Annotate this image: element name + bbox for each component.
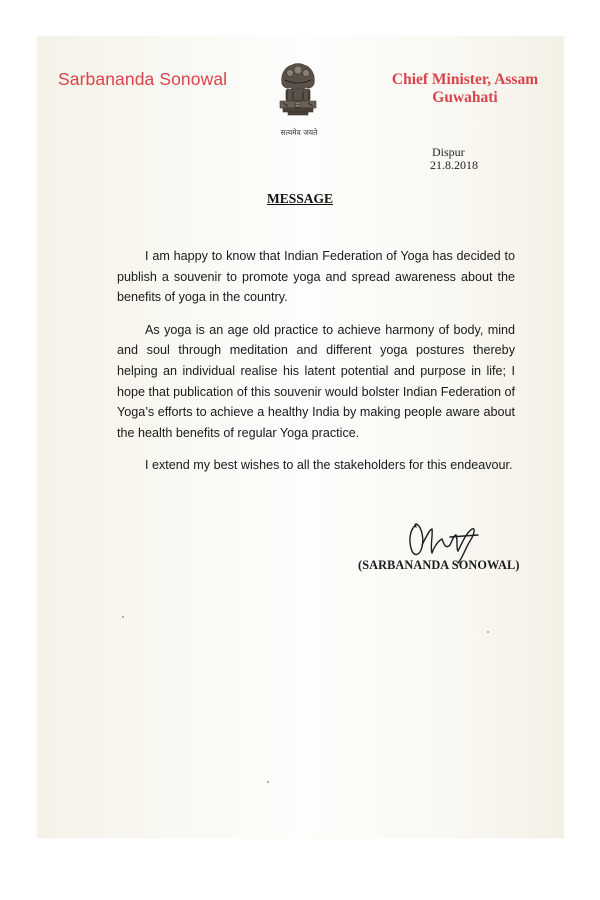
- message-heading: MESSAGE: [266, 191, 334, 206]
- ashoka-emblem-icon: [268, 58, 328, 130]
- message-paragraph-1: I am happy to know that Indian Federation of Yoga has decided to publish a souvenir to promote yoga and spread awareness about the benefits of yoga in the country.: [117, 249, 515, 305]
- signatory-name: (SARBANANDA SONOWAL): [358, 558, 520, 572]
- paper-speck: [487, 631, 489, 633]
- sender-designation: [380, 71, 550, 107]
- designation-line-2: Guwahati: [432, 89, 498, 106]
- message-paragraph-3: I extend my best wishes to all the stakeholders for this endeavour.: [145, 458, 513, 473]
- paper-speck: [122, 616, 124, 618]
- paper-speck: [267, 781, 269, 783]
- dateline: [432, 146, 478, 172]
- dateline-place: Dispur: [432, 145, 465, 159]
- message-body: [117, 246, 515, 488]
- message-paragraph-2: As yoga is an age old practice to achieve harmony of body, mind and soul through meditation and different yoga postures thereby helping an individual realise his latent potential and purpose in life; I hope that publication of this souvenir would bolster Indian Federation of Yoga’s efforts to achieve a healthy India by making people aware about the health benefits of regular Yoga practice.: [117, 322, 515, 440]
- sender-name: Sarbananda Sonowal: [58, 69, 228, 89]
- dateline-date: 21.8.2018: [430, 158, 478, 172]
- emblem-motto: सत्यमेव जयते: [280, 128, 318, 137]
- designation-line-1: Chief Minister, Assam: [391, 71, 539, 88]
